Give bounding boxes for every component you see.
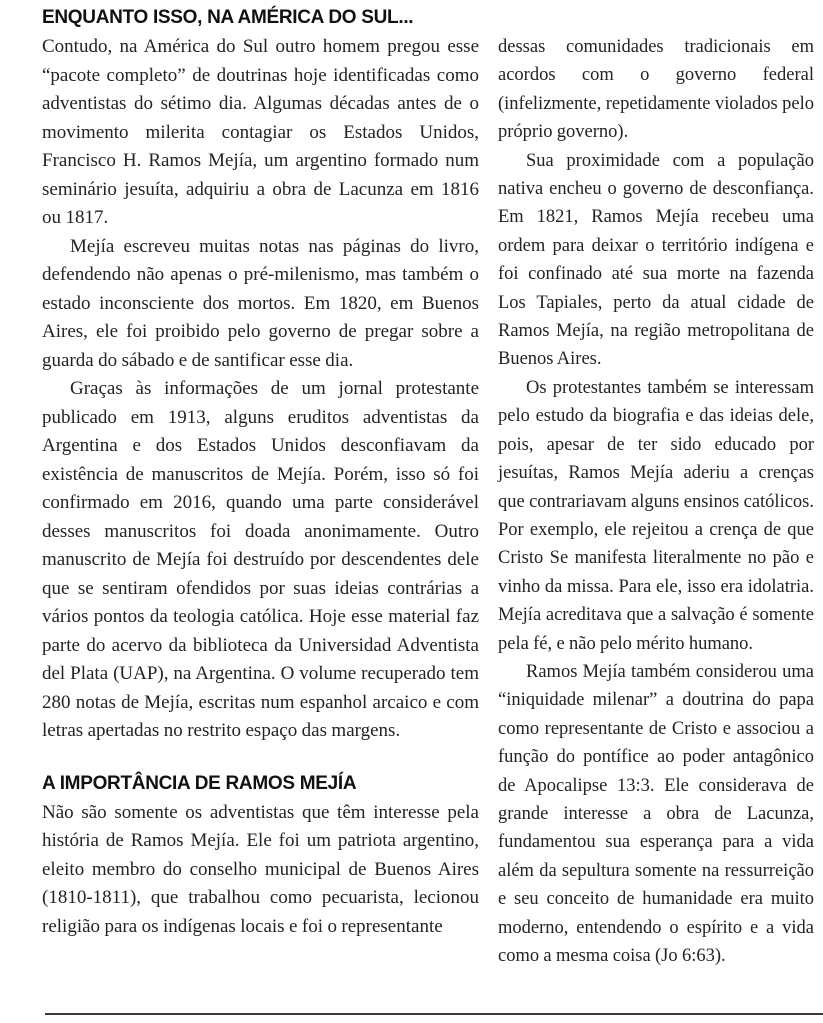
section-heading-importance-ramos-mejia: A IMPORTÂNCIA DE RAMOS MEJÍA	[42, 772, 357, 794]
paragraph: Graças às informações de um jornal protestante publicado em 1913, alguns eruditos adventistas da Argentina e dos Estados Unidos desconfiavam da existência de manuscritos de Mejía. Porém, isso só foi confirmado em 2016, quando uma parte considerável desses manuscritos foi doada anonimamente. Outro manuscrito de Mejía foi destruído por descendentes dele que se sentiram ofendidos por suas ideias contrárias a vários pontos da teologia católica. Hoje esse material faz parte do acervo da biblioteca da Universidad Adventista del Plata (UAP), na Argentina. O volume recuperado tem 280 notas de Mejía, escritas num espanhol arcaico e com letras apertadas no restrito espaço das margens.	[42, 378, 479, 741]
section-heading-meanwhile-south-america: ENQUANTO ISSO, NA AMÉRICA DO SUL...	[42, 7, 414, 28]
footer-divider	[45, 1013, 823, 1015]
paragraph: Os protestantes também se interessam pelo estudo da biografia e das ideias dele, pois, apesar de ter sido educado por jesuítas, Ramos Mejía aderiu a crenças que contrariavam alguns ensinos católicos. Por exemplo, ele rejeitou a crença de que Cristo Se manifesta literalmente no pão e vinho da missa. Para ele, isso era idolatria. Mejía acreditava que a salvação é somente pela fé, e não pelo mérito humano.	[498, 377, 814, 654]
paragraph-continuation: dessas comunidades tradicionais em acordos com o governo federal (infelizmente, repetidamente violados pelo próprio governo).	[498, 37, 814, 143]
paragraph: Não são somente os adventistas que têm interesse pela história de Ramos Mejía. Ele foi um patriota argentino, eleito membro do conselho municipal de Buenos Aires (1810-1811), que trabalhou como pecuarista, lecionou religião para os indígenas locais e foi o representante	[42, 801, 479, 937]
paragraph: Sua proximidade com a população nativa encheu o governo de desconfiança. Em 1821, Ramos Mejía recebeu uma ordem para deixar o território indígena e foi confinado até sua morte na fazenda Los Tapiales, perto da atual cidade de Ramos Mejía, na região metropolitana de Buenos Aires.	[498, 150, 814, 370]
left-column	[42, 6, 479, 970]
paragraph: Contudo, na América do Sul outro homem pregou esse “pacote completo” de doutrinas hoje identificadas como adventistas do sétimo dia. Algumas décadas antes de o movimento milerita contagiar os Estados Unidos, Francisco H. Ramos Mejía, um argentino formado num seminário jesuíta, adquiriu a obra de Lacunza em 1816 ou 1817.	[42, 36, 479, 228]
right-column	[498, 6, 814, 970]
paragraph: Mejía escreveu muitas notas nas páginas do livro, defendendo não apenas o pré-milenismo, mas também o estado inconsciente dos mortos. Em 1820, em Buenos Aires, ele foi proibido pelo governo de pregar sobre a guarda do sábado e de santificar esse dia.	[42, 235, 479, 371]
paragraph: Ramos Mejía também considerou uma “iniquidade milenar” a doutrina do papa como representante de Cristo e associou a função do pontífice ao poder antagônico de Apocalipse 13:3. Ele considerava de grande interesse a obra de Lacunza, fundamentou sua esperança para a vida além da sepultura somente na ressurreição e seu conceito de humanidade era muito moderno, entendendo o espírito e a vida como a mesma coisa (Jo 6:63).	[498, 661, 814, 966]
